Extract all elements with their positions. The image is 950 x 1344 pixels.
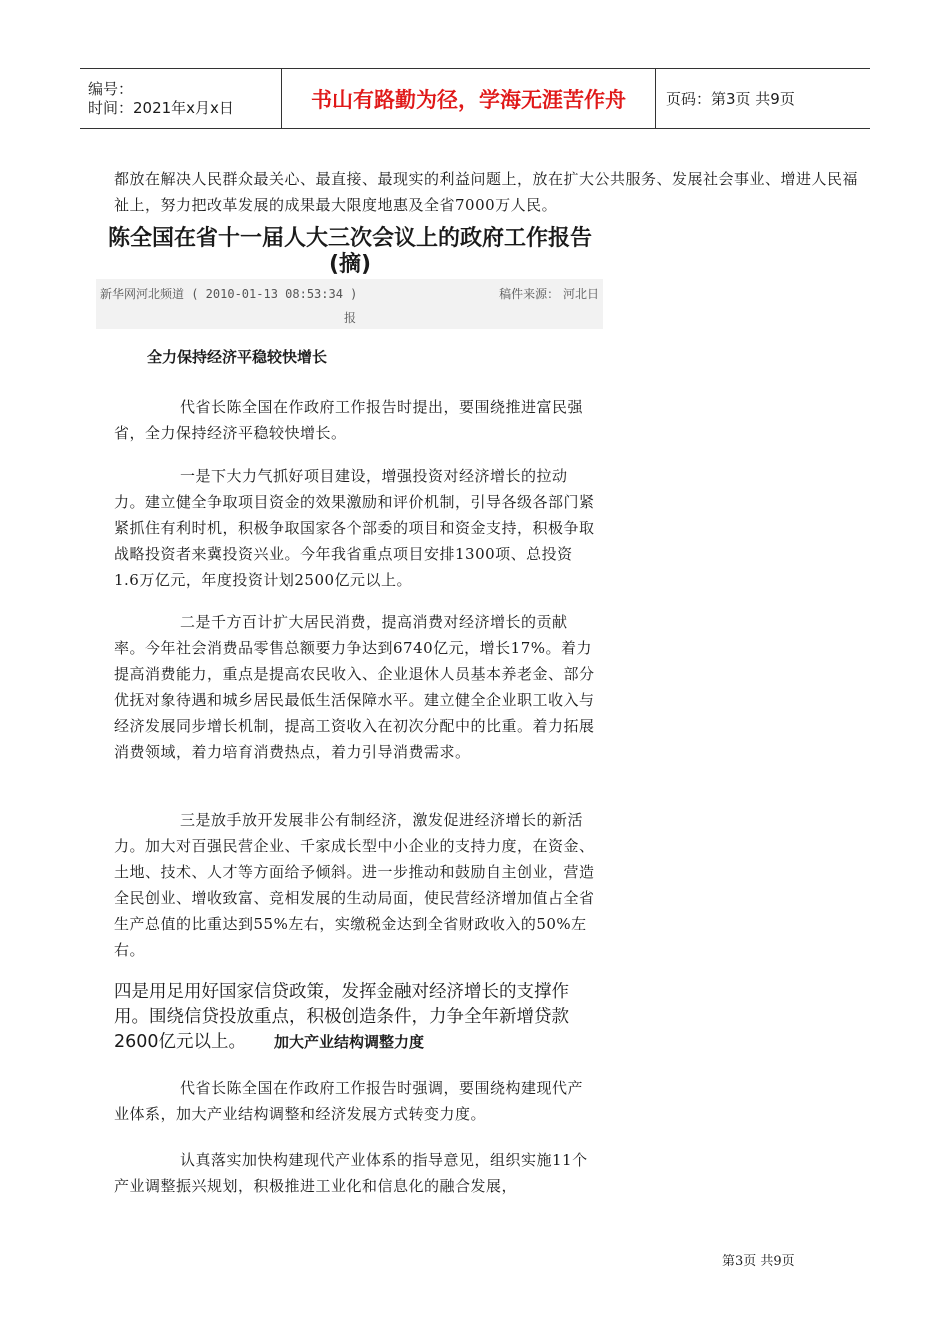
paragraph-7: 认真落实加快构建现代产业体系的指导意见，组织实施11个产业调整振兴规划，积极推进工业化和信息化的融合发展， bbox=[114, 1151, 588, 1195]
document-date: 时间：2021年x月x日 bbox=[88, 98, 234, 117]
paragraph-4: 三是放手放开发展非公有制经济，激发促进经济增长的新活力。加大对百强民营企业、千家成长型中小企业的支持力度，在资金、土地、技术、人才等方面给予倾斜。进一步推动和鼓励自主创业，营造全民创业、增收致富、竞相发展的生动局面，使民营经济增加值占全省生产总值的比重达到55%左右，实缴税金达到全省财政收入的50%左右。 bbox=[114, 811, 595, 959]
header-page-number: 页码：第3页 共9页 bbox=[666, 90, 795, 108]
article-source-label: 稿件来源： 河北日 bbox=[499, 287, 599, 301]
intro-paragraph: 都放在解决人民群众最关心、最直接、最现实的利益问题上，放在扩大公共服务、发展社会事业、增进人民福祉上，努力把改革发展的成果最大限度地惠及全省7000万人民。 bbox=[114, 170, 859, 214]
section-heading-structure: 加大产业结构调整力度 bbox=[274, 1033, 425, 1051]
paragraph-5-text: 四是用足用好国家信贷政策，发挥金融对经济增长的支撑作用。围绕信贷投放重点，积极创造条件，力争全年新增贷款2600亿元以上。 bbox=[114, 982, 569, 1052]
header-motto: 书山有路勤为径，学海无涯苦作舟 bbox=[282, 69, 656, 128]
footer-page-number: 第3页 共9页 bbox=[722, 1254, 795, 1269]
paragraph-6: 代省长陈全国在作政府工作报告时强调，要围绕构建现代产业体系，加大产业结构调整和经济发展方式转变力度。 bbox=[114, 1079, 584, 1123]
paragraph-2: 一是下大力气抓好项目建设，增强投资对经济增长的拉动力。建立健全争取项目资金的效果激励和评价机制，引导各级各部门紧紧抓住有利时机，积极争取国家各个部委的项目和资金支持，积极争取战略投资者来冀投资兴业。今年我省重点项目安排1300项、总投资1.6万亿元，年度投资计划2500亿元以上。 bbox=[114, 467, 595, 589]
article-source-wrap: 报 bbox=[344, 311, 357, 325]
article-title: 陈全国在省十一届人大三次会议上的政府工作报告(摘) bbox=[107, 226, 592, 277]
page-header bbox=[80, 68, 870, 129]
paragraph-5 bbox=[114, 980, 594, 1055]
section-heading-growth: 全力保持经济平稳较快增长 bbox=[147, 348, 328, 366]
paragraph-1: 代省长陈全国在作政府工作报告时提出，要围绕推进富民强省，全力保持经济平稳较快增长。 bbox=[114, 398, 584, 442]
paragraph-3: 二是千方百计扩大居民消费，提高消费对经济增长的贡献率。今年社会消费品零售总额要力争达到6740亿元，增长17%。着力提高消费能力，重点是提高农民收入、企业退休人员基本养老金、部分优抚对象待遇和城乡居民最低生活保障水平。建立健全企业职工收入与经济发展同步增长机制，提高工资收入在初次分配中的比重。着力拓展消费领域，着力培育消费热点，着力引导消费需求。 bbox=[114, 613, 595, 761]
article-source-box bbox=[96, 279, 603, 329]
article-source-date: 新华网河北频道 ( 2010-01-13 08:53:34 ) bbox=[100, 287, 358, 301]
header-meta bbox=[80, 69, 282, 128]
document-number: 编号： bbox=[88, 79, 134, 98]
